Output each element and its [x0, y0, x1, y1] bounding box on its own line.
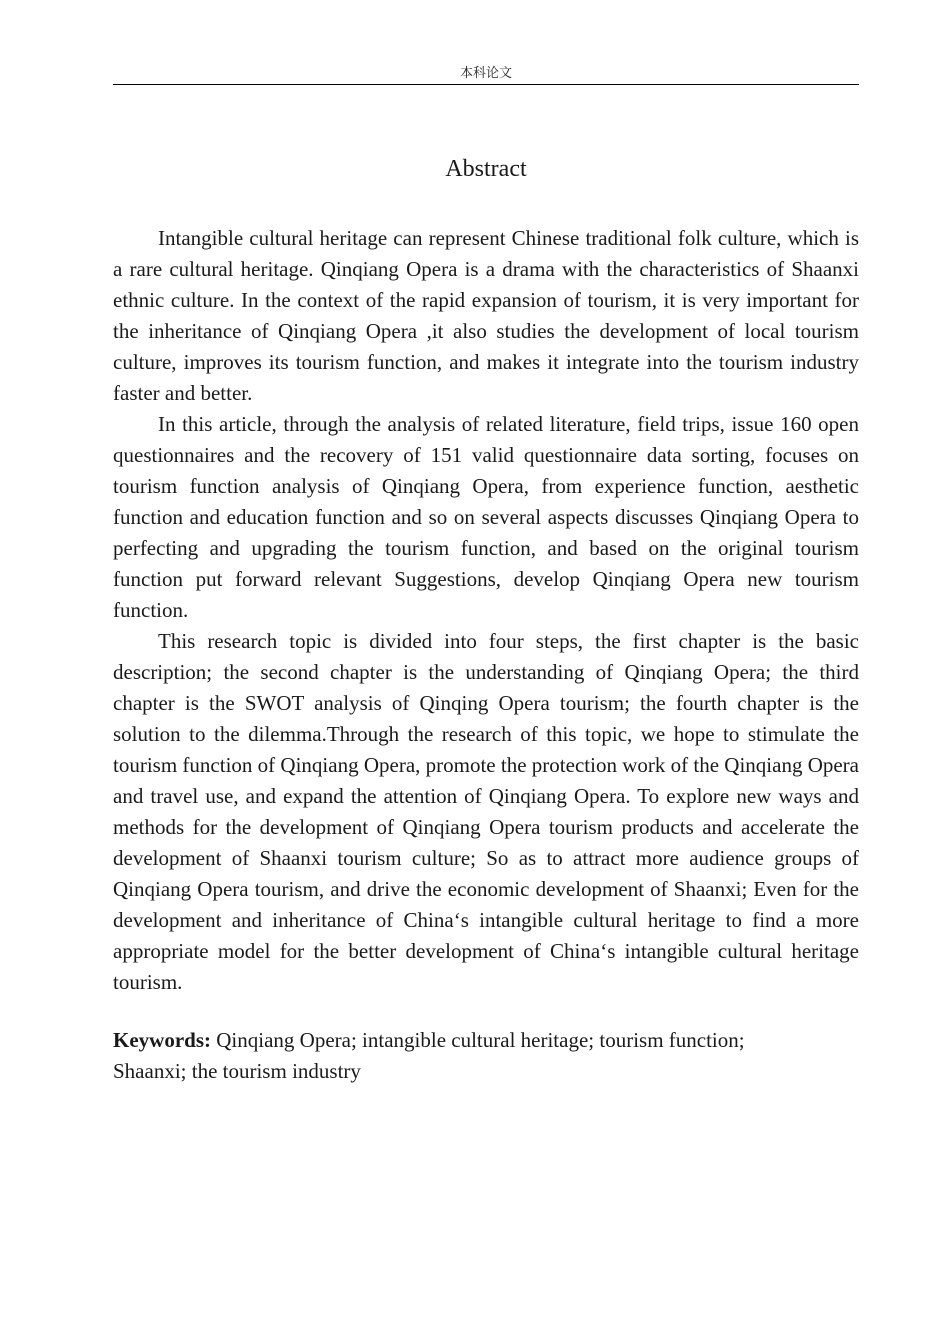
abstract-paragraph: In this article, through the analysis of related literature, field trips, issue 160 open questionnaires and the recovery of 151 valid questionnaire data sorting, focuses on tourism function analysis of Qinqiang Opera, from experience function, aesthetic function and education function and so on several aspects discusses Qinqiang Opera to perfecting and upgrading the tourism function, and based on the original tourism function put forward relevant Suggestions, develop Qinqiang Opera new tourism function.	[113, 412, 859, 622]
abstract-paragraph: Intangible cultural heritage can represent Chinese traditional folk culture, which is a rare cultural heritage. Qinqiang Opera is a drama with the characteristics of Shaanxi ethnic culture. In the context of the rapid expansion of tourism, it is very important for the inheritance of Qinqiang Opera ,it also studies the development of local tourism culture, improves its tourism function, and makes it integrate into the tourism industry faster and better.	[113, 226, 859, 405]
running-header: 本科论文	[113, 64, 859, 85]
keywords-line	[113, 1025, 803, 1087]
abstract-title: Abstract	[445, 156, 527, 182]
abstract-body	[113, 223, 859, 998]
keywords-label: Keywords:	[113, 1028, 211, 1052]
abstract-paragraph: This research topic is divided into four steps, the first chapter is the basic description; the second chapter is the understanding of Qinqiang Opera; the third chapter is the SWOT analysis of Qinqing Opera tourism; the fourth chapter is the solution to the dilemma.Through the research of this topic, we hope to stimulate the tourism function of Qinqiang Opera, promote the protection work of the Qinqiang Opera and travel use, and expand the attention of Qinqiang Opera. To explore new ways and methods for the development of Qinqiang Opera tourism products and accelerate the development of Shaanxi tourism culture; So as to attract more audience groups of Qinqiang Opera tourism, and drive the economic development of Shaanxi; Even for the development and inheritance of China‘s intangible cultural heritage to find a more appropriate model for the better development of China‘s intangible cultural heritage tourism.	[113, 629, 859, 994]
keywords-text: Qinqiang Opera; intangible cultural heritage; tourism function; Shaanxi; the tourism industry	[113, 1028, 745, 1083]
